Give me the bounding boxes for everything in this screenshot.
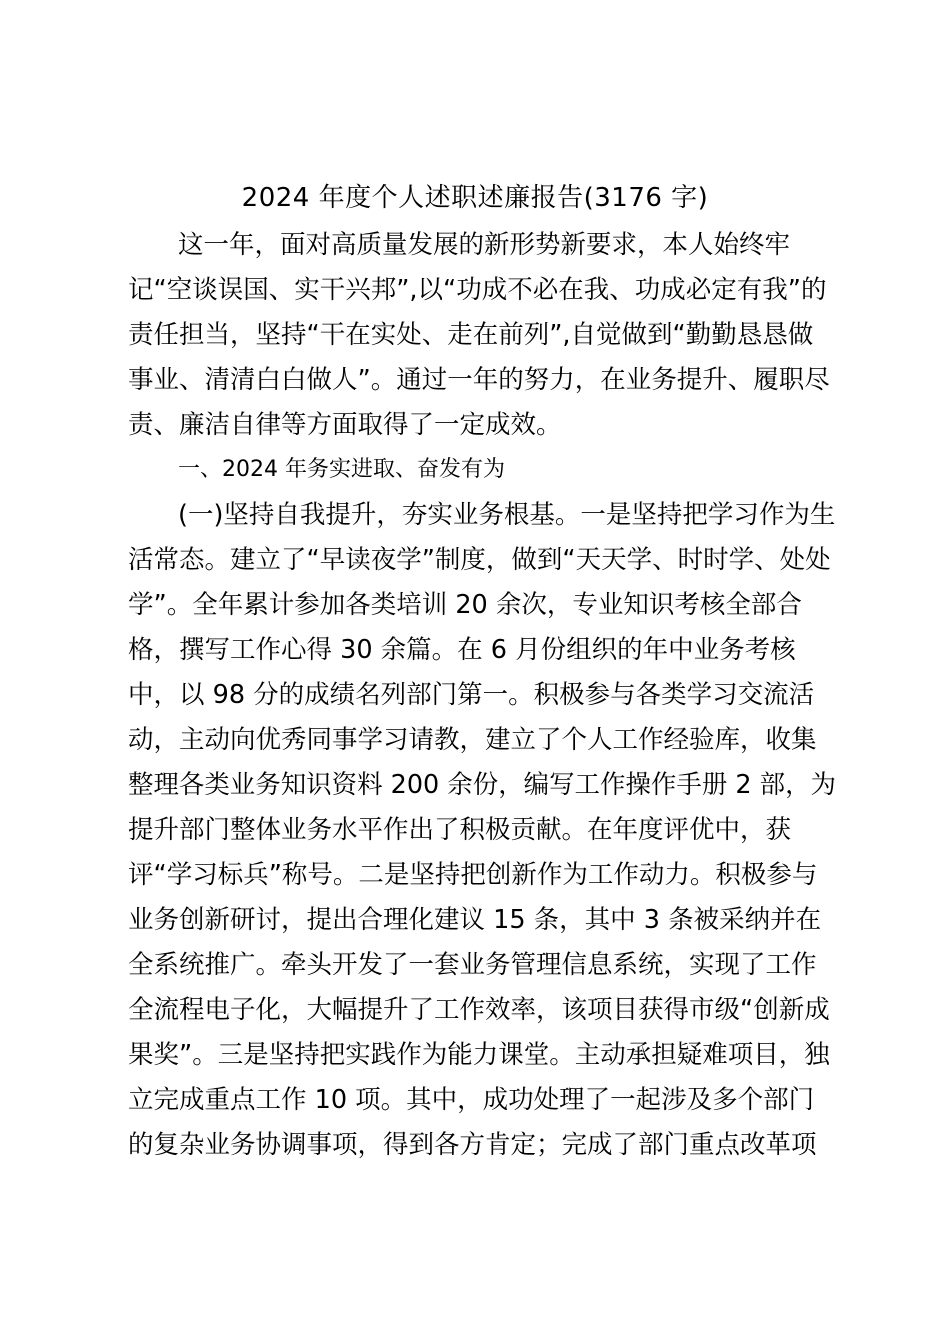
body-line-11: 全系统推广。牵头开发了一套业务管理信息系统，实现了工作 [128,950,817,980]
intro-line-1: 这一年，面对高质量发展的新形势新要求，本人始终牢 [178,230,791,260]
body-line-2: 活常态。建立了“早读夜学”制度，做到“天天学、时时学、处处 [128,545,831,575]
body-line-8: 提升部门整体业务水平作出了积极贡献。在年度评优中，获 [128,815,792,845]
body-line-15: 的复杂业务协调事项，得到各方肯定；完成了部门重点改革项 [128,1130,817,1160]
body-line-1: (一)坚持自我提升，夯实业务根基。一是坚持把学习作为生 [178,500,836,530]
body-line-7: 整理各类业务知识资料 200 余份，编写工作操作手册 2 部，为 [128,770,837,800]
section-heading: 一、2024 年务实进取、奋发有为 [178,457,505,482]
document-title: 2024 年度个人述职述廉报告(3176 字) [241,183,709,213]
body-line-6: 动，主动向优秀同事学习请教，建立了个人工作经验库，收集 [128,725,817,755]
intro-line-5: 责、廉洁自律等方面取得了一定成效。 [128,410,562,440]
body-line-9: 评“学习标兵”称号。二是坚持把创新作为工作动力。积极参与 [128,860,818,890]
body-line-12: 全流程电子化，大幅提升了工作效率，该项目获得市级“创新成 [128,995,830,1025]
intro-line-2: 记“空谈误国、实干兴邦”,以“功成不必在我、功成必定有我”的 [128,275,827,305]
body-line-14: 立完成重点工作 10 项。其中，成功处理了一起涉及多个部门 [128,1085,815,1115]
body-line-4: 格，撰写工作心得 30 余篇。在 6 月份组织的年中业务考核 [128,635,796,665]
intro-line-3: 责任担当，坚持“干在实处、走在前列”,自觉做到“勤勤恳恳做 [128,320,814,350]
body-line-5: 中，以 98 分的成绩名列部门第一。积极参与各类学习交流活 [128,680,815,710]
body-line-3: 学”。全年累计参加各类培训 20 余次，专业知识考核全部合 [128,590,802,620]
body-line-13: 果奖”。三是坚持把实践作为能力课堂。主动承担疑难项目，独 [128,1040,830,1070]
intro-line-4: 事业、清清白白做人”。通过一年的努力，在业务提升、履职尽 [128,365,830,395]
body-line-10: 业务创新研讨，提出合理化建议 15 条，其中 3 条被采纳并在 [128,905,822,935]
